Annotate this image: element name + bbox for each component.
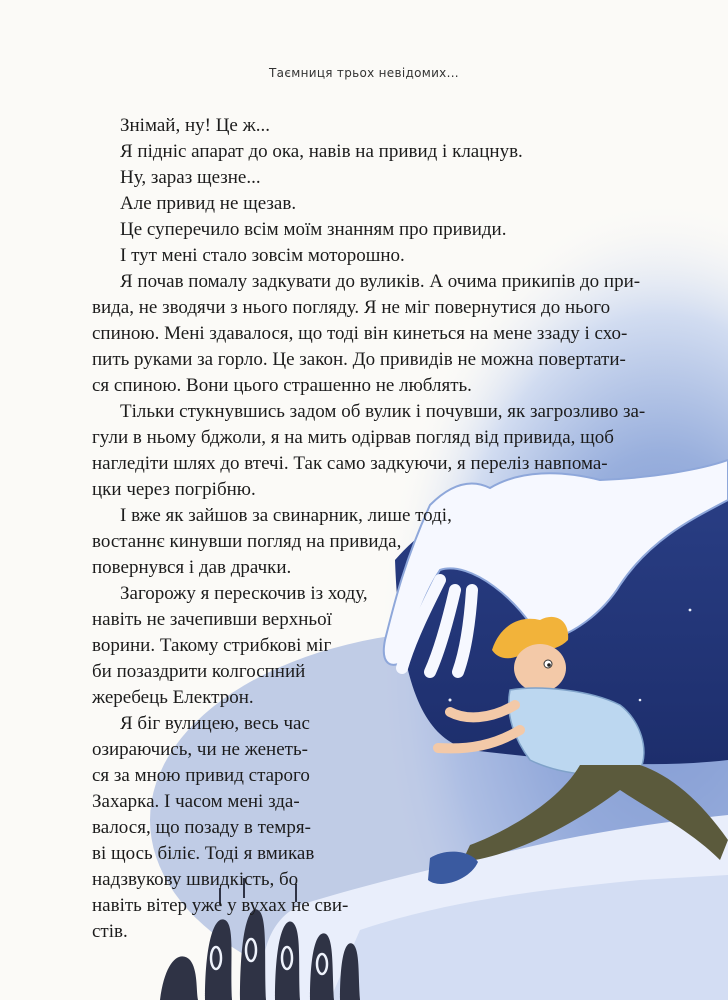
text-line: Я підніс апарат до ока, навів на привид і клацнув. <box>120 141 523 162</box>
text-line: спиною. Мені здавалося, що тоді він кинеться на мене ззаду і схо- <box>92 323 628 344</box>
text-line: озираючись, чи не женеть- <box>92 739 308 760</box>
text-line: І тут мені стало зовсім моторошно. <box>120 245 405 266</box>
body-text-top <box>92 113 652 945</box>
text-line: нагледіти шлях до втечі. Так само задкуючи, я переліз навпома- <box>92 453 608 474</box>
text-line: Я почав помалу задкувати до вуликів. А очима прикипів до при- <box>120 271 641 292</box>
text-line: ворини. Такому стрибкові міг <box>92 635 332 656</box>
text-line: навіть вітер уже у вухах не сви- <box>92 895 349 916</box>
text-line: ся спиною. Вони цього страшенно не люблять. <box>92 375 472 396</box>
text-line: Захарка. І часом мені зда- <box>92 791 300 812</box>
text-line: навіть не зачепивши верхньої <box>92 609 332 630</box>
text-line: пить руками за горло. Це закон. До привидів не можна повертати- <box>92 349 626 370</box>
text-line: вида, не зводячи з нього погляду. Я не міг повернутися до нього <box>92 297 611 318</box>
text-line: ся за мною привид старого <box>92 765 310 786</box>
text-line: цки через погрібню. <box>92 479 256 500</box>
text-line: Тільки стукнувшись задом об вулик і почувши, як загрозливо за- <box>120 401 646 422</box>
text-line: надзвукову швидкість, бо <box>92 869 299 890</box>
running-title: Таємниця трьох невідомих... <box>269 66 459 80</box>
text-line: Ну, зараз щезне... <box>120 167 261 188</box>
text-line: Це суперечило всім моїм знанням про привиди. <box>120 219 507 240</box>
text-line: востаннє кинувши погляд на привида, <box>92 531 402 552</box>
text-line: Я біг вулицею, весь час <box>120 713 310 734</box>
text-line: стів. <box>92 921 128 942</box>
text-line: би позаздрити колгоспний <box>92 661 306 682</box>
text-line: валося, що позаду в темря- <box>92 817 311 838</box>
text-line: повернувся і дав драчки. <box>92 557 292 578</box>
text-line: Загорожу я перескочив із ходу, <box>120 583 368 604</box>
text-line: ві щось біліє. Тоді я вмикав <box>92 843 315 864</box>
text-line: Знімай, ну! Це ж... <box>120 115 270 136</box>
text-line: Але привид не щезав. <box>120 193 297 214</box>
text-line: гули в ньому бджоли, я на мить одірвав погляд від привида, щоб <box>92 427 614 448</box>
text-line: жеребець Електрон. <box>92 687 254 708</box>
text-line: І вже як зайшов за свинарник, лише тоді, <box>120 505 452 526</box>
